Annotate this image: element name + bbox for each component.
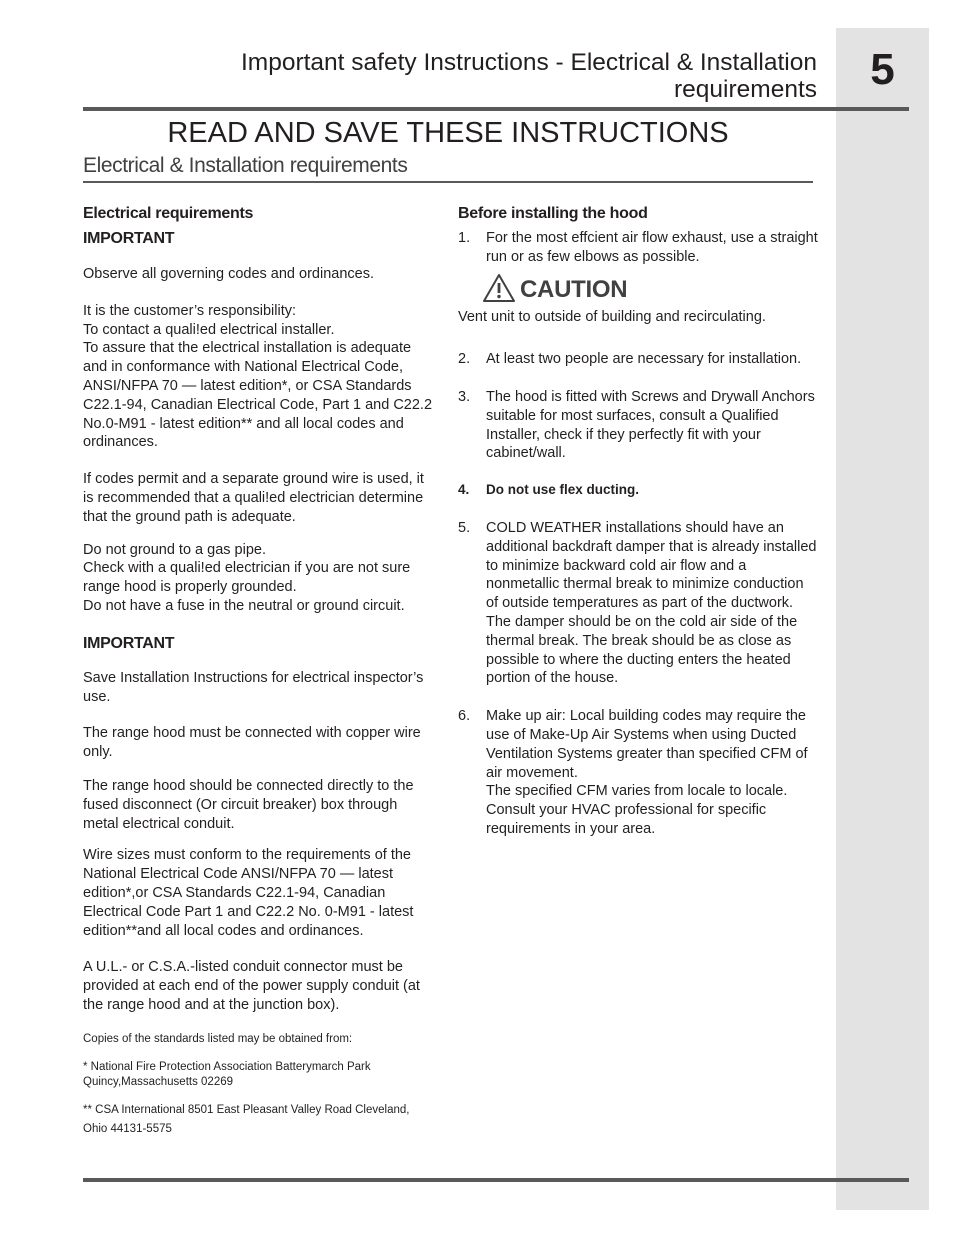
page-number: 5: [870, 45, 895, 94]
footnote: * National Fire Protection Association Batterymarch Park Quincy,Massachusetts 02269: [83, 1060, 371, 1088]
right-column: [458, 203, 818, 839]
paragraph: If codes permit and a separate ground wire is used, it is recommended that a quali!ed electrician determine that the ground path is adequate.: [83, 471, 424, 525]
header-title: [137, 49, 817, 103]
item-number: 2.: [458, 351, 471, 368]
footnote: ** CSA International 8501 East Pleasant Valley Road Cleveland, Ohio 44131-5575: [83, 1103, 410, 1135]
paragraph: A U.L.- or C.S.A.-listed conduit connector must be provided at each end of the power supply conduit (at the range hood and at the junction box).: [83, 959, 420, 1013]
paragraph: Save Installation Instructions for electrical inspector’s use.: [83, 669, 424, 705]
item-number: 3.: [458, 388, 471, 405]
warning-triangle-icon: [482, 273, 516, 309]
paragraph: Wire sizes must conform to the requirements of the National Electrical Code ANSI/NFPA 70 — latest edition*,or CSA Standards C22.1-94, Canadian Electrical Code Part 1 and C22.2 No. 0-M91 - latest edition**and all local codes and ordinances.: [83, 847, 414, 939]
paragraph: Do not ground to a gas pipe.: [83, 541, 266, 558]
footnote: Copies of the standards listed may be obtained from:: [83, 1032, 353, 1045]
list-item: [458, 350, 818, 369]
installation-steps: [458, 229, 818, 267]
main-title: READ AND SAVE THESE INSTRUCTIONS: [167, 117, 729, 149]
item-number: 4.: [458, 482, 470, 498]
list-item: [458, 481, 818, 500]
list-item: [458, 519, 818, 688]
electrical-requirements-heading: Electrical requirements: [83, 205, 254, 222]
left-column: [83, 203, 433, 1139]
before-installing-heading: Before installing the hood: [458, 205, 648, 222]
section-subtitle: Electrical & Installation requirements: [83, 154, 408, 177]
footer-rule: [83, 1178, 909, 1182]
item-number: 5.: [458, 519, 471, 536]
paragraph: The range hood must be connected with copper wire only.: [83, 725, 421, 761]
item-text: For the most effcient air flow exhaust, use a straight run or as few elbows as possible.: [486, 230, 818, 265]
header-title-line2: requirements: [674, 76, 817, 103]
page-sidebar-tab: [836, 28, 929, 1210]
item-text: Make up air: Local building codes may require the use of Make-Up Air Systems when using Ducted Ventilation Systems greater than specified CFM of air movement.: [486, 708, 808, 781]
paragraph: Check with a quali!ed electrician if you are not sure range hood is properly grounded.: [83, 560, 411, 596]
item-text: COLD WEATHER installations should have an additional backdraft damper that is already installed to minimize backward cold air flow and a nonmetallic thermal break to minimize conduction of outside temperatures as part of the ductwork. The damper should be on the cold air side of the thermal break. The break should be as close as possible to where the ducting enters the heated portion of the house.: [486, 519, 817, 687]
caution-block: [482, 273, 818, 309]
item-number: 1.: [458, 230, 471, 246]
paragraph: To assure that the electrical installation is adequate and in conformance with National Electrical Code, ANSI/NFPA 70 — latest edition*, or CSA Standards C22.1-94, Canadian Electrical Code, Part 1 and C22.2 No.0-M91 - latest edition** and all local codes and ordinances.: [83, 340, 433, 451]
important-heading: IMPORTANT: [83, 634, 175, 652]
paragraph: The range hood should be connected directly to the fused disconnect (Or circuit breaker) box through metal electrical conduit.: [83, 777, 414, 832]
list-item: [458, 229, 818, 267]
header-rule: [83, 107, 909, 111]
paragraph: Observe all governing codes and ordinances.: [83, 266, 374, 282]
subtitle-rule: [83, 181, 813, 183]
paragraph: It is the customer’s responsibility:: [83, 302, 297, 319]
important-heading: IMPORTANT: [83, 230, 175, 247]
item-text: The specified CFM varies from locale to locale. Consult your HVAC professional for specific requirements in your area.: [486, 783, 788, 837]
item-text: The hood is fitted with Screws and Drywall Anchors suitable for most surfaces, consult a Qualified Installer, check if they perfectly fit with your cabinet/wall.: [486, 388, 815, 462]
caution-label: CAUTION: [520, 276, 628, 304]
caution-text: Vent unit to outside of building and recirculating.: [458, 309, 766, 326]
item-text: At least two people are necessary for installation.: [486, 351, 802, 368]
item-number: 6.: [458, 708, 471, 725]
installation-steps: [458, 350, 818, 839]
paragraph: Do not have a fuse in the neutral or ground circuit.: [83, 597, 405, 614]
list-item: [458, 707, 818, 839]
paragraph: To contact a quali!ed electrical installer.: [83, 321, 335, 338]
item-text: Do not use flex ducting.: [486, 482, 640, 498]
list-item: [458, 388, 818, 463]
header-title-line1: Important safety Instructions - Electrical & Installation: [241, 49, 817, 76]
